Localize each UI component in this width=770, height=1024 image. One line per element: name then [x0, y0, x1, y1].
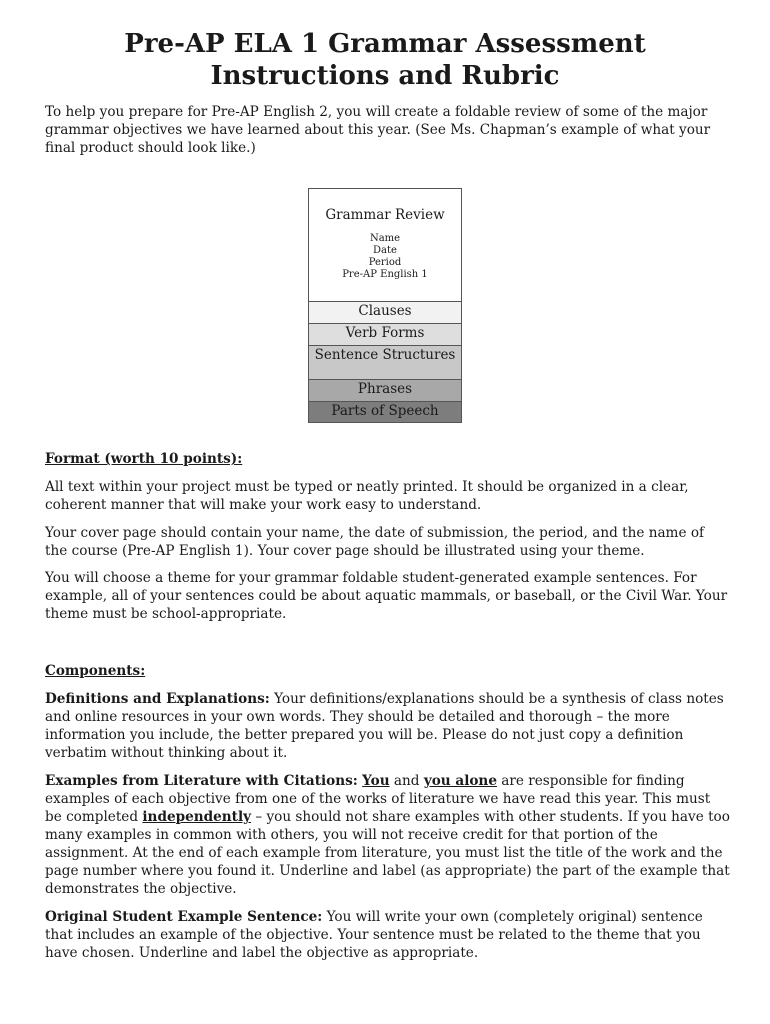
format-paragraph-2: Your cover page should contain your name, the date of submission, the period, and the name of the course (Pre-AP English 1). Your cover page should be illustrated using your theme. — [45, 525, 705, 559]
definitions-paragraph — [45, 690, 730, 762]
foldable-cover-title: Grammar Review — [325, 207, 445, 223]
original-sentence-label: Original Student Example Sentence: — [45, 909, 323, 925]
components-heading: Components: — [45, 663, 146, 679]
examples-and: and — [389, 773, 424, 789]
format-paragraph-3: You will choose a theme for your grammar foldable student-generated example sentences. For example, all of your sentences could be about aquatic mammals, or baseball, or the Civil War. Your theme must be school-appropriate. — [45, 570, 728, 622]
examples-text-1: are responsible for finding examples of each objective from one of the works of literature we have read this year. This must be completed — [45, 773, 711, 825]
examples-you-alone: you alone — [423, 773, 497, 789]
intro-paragraph: To help you prepare for Pre-AP English 2, you will create a foldable review of some of the major grammar objectives we have learned about this year. (See Ms. Chapman’s example of what your final product should look like.) — [45, 104, 711, 156]
format-paragraph-1: All text within your project must be typed or neatly printed. It should be organized in a clear, coherent manner that will make your work easy to understand. — [45, 479, 689, 513]
examples-label: Examples from Literature with Citations: — [45, 773, 358, 789]
foldable-tab-parts-of-speech: Parts of Speech — [309, 402, 461, 422]
cover-line-period: Period — [368, 257, 402, 268]
cover-line-course: Pre-AP English 1 — [342, 269, 428, 280]
foldable-tab-phrases: Phrases — [309, 380, 461, 402]
examples-text-2: – you should not share examples with other students. If you have too many examples in common with others, you will not receive credit for that portion of the assignment. At the end of each example from literature, you must list the title of the work and the page number where you found it. Underline and label (as appropriate) the part of the example that demonstrates the objective. — [45, 809, 730, 897]
page-title — [0, 0, 770, 92]
title-line-2: Instructions and Rubric — [210, 61, 560, 91]
examples-you: You — [362, 773, 390, 789]
foldable-example-figure — [308, 188, 462, 423]
foldable-tab-sentence-structures: Sentence Structures — [309, 346, 461, 380]
original-sentence-paragraph — [45, 908, 730, 962]
examples-paragraph — [45, 772, 730, 898]
foldable-cover — [309, 189, 461, 302]
examples-independently: independently — [142, 809, 252, 825]
format-heading: Format (worth 10 points): — [45, 451, 243, 467]
definitions-text: Your definitions/explanations should be a synthesis of class notes and online resources in your own words. They should be detailed and thorough – the more information you include, the better prepared you will be. Please do not just copy a definition verbatim without thinking about it. — [45, 691, 724, 761]
original-sentence-text: You will write your own (completely original) sentence that includes an example of the objective. Your sentence must be related to the theme that you have chosen. Underline and label the objective as appropriate. — [45, 909, 703, 961]
definitions-label: Definitions and Explanations: — [45, 691, 270, 707]
cover-line-name: Name — [369, 233, 401, 244]
cover-line-date: Date — [373, 245, 397, 256]
foldable-tab-clauses: Clauses — [309, 302, 461, 324]
foldable-cover-lines — [309, 233, 461, 281]
foldable-tab-verb-forms: Verb Forms — [309, 324, 461, 346]
title-line-1: Pre-AP ELA 1 Grammar Assessment — [124, 29, 646, 59]
